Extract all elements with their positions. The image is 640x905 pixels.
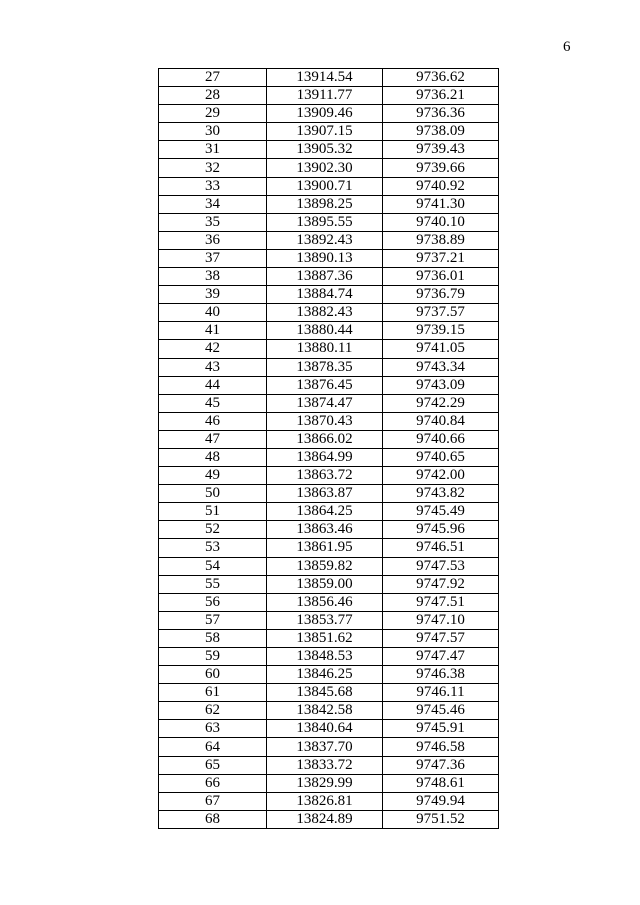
y-coordinate-cell: 9737.57 xyxy=(383,304,499,322)
x-coordinate-cell: 13837.70 xyxy=(267,738,383,756)
x-coordinate-cell: 13876.45 xyxy=(267,376,383,394)
table-row xyxy=(159,467,499,485)
table-row xyxy=(159,430,499,448)
table-row xyxy=(159,521,499,539)
x-coordinate-cell: 13863.46 xyxy=(267,521,383,539)
y-coordinate-cell: 9743.09 xyxy=(383,376,499,394)
point-number-cell: 57 xyxy=(159,611,267,629)
point-number-cell: 55 xyxy=(159,575,267,593)
table-row xyxy=(159,720,499,738)
table-row xyxy=(159,376,499,394)
point-number-cell: 63 xyxy=(159,720,267,738)
y-coordinate-cell: 9747.47 xyxy=(383,648,499,666)
point-number-cell: 59 xyxy=(159,648,267,666)
x-coordinate-cell: 13824.89 xyxy=(267,810,383,828)
x-coordinate-cell: 13864.99 xyxy=(267,448,383,466)
x-coordinate-cell: 13826.81 xyxy=(267,792,383,810)
point-number-cell: 52 xyxy=(159,521,267,539)
y-coordinate-cell: 9739.66 xyxy=(383,159,499,177)
y-coordinate-cell: 9747.92 xyxy=(383,575,499,593)
x-coordinate-cell: 13874.47 xyxy=(267,394,383,412)
x-coordinate-cell: 13863.72 xyxy=(267,467,383,485)
point-number-cell: 68 xyxy=(159,810,267,828)
table-row xyxy=(159,195,499,213)
point-number-cell: 61 xyxy=(159,684,267,702)
x-coordinate-cell: 13833.72 xyxy=(267,756,383,774)
y-coordinate-cell: 9746.38 xyxy=(383,666,499,684)
point-number-cell: 45 xyxy=(159,394,267,412)
y-coordinate-cell: 9745.91 xyxy=(383,720,499,738)
y-coordinate-cell: 9736.62 xyxy=(383,69,499,87)
x-coordinate-cell: 13866.02 xyxy=(267,430,383,448)
x-coordinate-cell: 13851.62 xyxy=(267,629,383,647)
y-coordinate-cell: 9739.43 xyxy=(383,141,499,159)
coordinate-table-body xyxy=(159,69,499,829)
y-coordinate-cell: 9749.94 xyxy=(383,792,499,810)
point-number-cell: 39 xyxy=(159,286,267,304)
x-coordinate-cell: 13895.55 xyxy=(267,213,383,231)
point-number-cell: 46 xyxy=(159,412,267,430)
table-row xyxy=(159,231,499,249)
y-coordinate-cell: 9741.05 xyxy=(383,340,499,358)
y-coordinate-cell: 9736.21 xyxy=(383,87,499,105)
point-number-cell: 67 xyxy=(159,792,267,810)
y-coordinate-cell: 9751.52 xyxy=(383,810,499,828)
x-coordinate-cell: 13842.58 xyxy=(267,702,383,720)
y-coordinate-cell: 9737.21 xyxy=(383,249,499,267)
table-row xyxy=(159,340,499,358)
table-row xyxy=(159,268,499,286)
table-row xyxy=(159,738,499,756)
x-coordinate-cell: 13892.43 xyxy=(267,231,383,249)
table-row xyxy=(159,684,499,702)
point-number-cell: 34 xyxy=(159,195,267,213)
point-number-cell: 65 xyxy=(159,756,267,774)
x-coordinate-cell: 13898.25 xyxy=(267,195,383,213)
x-coordinate-cell: 13884.74 xyxy=(267,286,383,304)
x-coordinate-cell: 13863.87 xyxy=(267,485,383,503)
table-row xyxy=(159,123,499,141)
y-coordinate-cell: 9742.29 xyxy=(383,394,499,412)
table-row xyxy=(159,322,499,340)
x-coordinate-cell: 13907.15 xyxy=(267,123,383,141)
y-coordinate-cell: 9742.00 xyxy=(383,467,499,485)
point-number-cell: 56 xyxy=(159,593,267,611)
point-number-cell: 44 xyxy=(159,376,267,394)
table-row xyxy=(159,503,499,521)
x-coordinate-cell: 13856.46 xyxy=(267,593,383,611)
point-number-cell: 49 xyxy=(159,467,267,485)
y-coordinate-cell: 9746.58 xyxy=(383,738,499,756)
x-coordinate-cell: 13846.25 xyxy=(267,666,383,684)
y-coordinate-cell: 9745.96 xyxy=(383,521,499,539)
table-row xyxy=(159,213,499,231)
y-coordinate-cell: 9747.51 xyxy=(383,593,499,611)
table-row xyxy=(159,557,499,575)
table-row xyxy=(159,792,499,810)
y-coordinate-cell: 9743.34 xyxy=(383,358,499,376)
x-coordinate-cell: 13840.64 xyxy=(267,720,383,738)
point-number-cell: 32 xyxy=(159,159,267,177)
point-number-cell: 37 xyxy=(159,249,267,267)
x-coordinate-cell: 13829.99 xyxy=(267,774,383,792)
y-coordinate-cell: 9741.30 xyxy=(383,195,499,213)
table-row xyxy=(159,629,499,647)
x-coordinate-cell: 13845.68 xyxy=(267,684,383,702)
y-coordinate-cell: 9747.53 xyxy=(383,557,499,575)
point-number-cell: 28 xyxy=(159,87,267,105)
y-coordinate-cell: 9739.15 xyxy=(383,322,499,340)
y-coordinate-cell: 9740.92 xyxy=(383,177,499,195)
page-number: 6 xyxy=(563,39,571,55)
table-row xyxy=(159,105,499,123)
x-coordinate-cell: 13902.30 xyxy=(267,159,383,177)
y-coordinate-cell: 9736.79 xyxy=(383,286,499,304)
y-coordinate-cell: 9747.36 xyxy=(383,756,499,774)
point-number-cell: 31 xyxy=(159,141,267,159)
table-row xyxy=(159,593,499,611)
y-coordinate-cell: 9747.10 xyxy=(383,611,499,629)
point-number-cell: 27 xyxy=(159,69,267,87)
table-row xyxy=(159,412,499,430)
table-row xyxy=(159,648,499,666)
y-coordinate-cell: 9740.84 xyxy=(383,412,499,430)
table-row xyxy=(159,304,499,322)
table-row xyxy=(159,611,499,629)
x-coordinate-cell: 13861.95 xyxy=(267,539,383,557)
point-number-cell: 43 xyxy=(159,358,267,376)
table-row xyxy=(159,394,499,412)
x-coordinate-cell: 13880.44 xyxy=(267,322,383,340)
y-coordinate-cell: 9740.66 xyxy=(383,430,499,448)
point-number-cell: 33 xyxy=(159,177,267,195)
point-number-cell: 50 xyxy=(159,485,267,503)
y-coordinate-cell: 9745.46 xyxy=(383,702,499,720)
point-number-cell: 47 xyxy=(159,430,267,448)
y-coordinate-cell: 9746.51 xyxy=(383,539,499,557)
table-row xyxy=(159,448,499,466)
x-coordinate-cell: 13848.53 xyxy=(267,648,383,666)
y-coordinate-cell: 9748.61 xyxy=(383,774,499,792)
table-row xyxy=(159,810,499,828)
x-coordinate-cell: 13905.32 xyxy=(267,141,383,159)
table-row xyxy=(159,666,499,684)
y-coordinate-cell: 9738.09 xyxy=(383,123,499,141)
table-row xyxy=(159,69,499,87)
point-number-cell: 42 xyxy=(159,340,267,358)
y-coordinate-cell: 9738.89 xyxy=(383,231,499,249)
table-row xyxy=(159,249,499,267)
point-number-cell: 35 xyxy=(159,213,267,231)
point-number-cell: 29 xyxy=(159,105,267,123)
point-number-cell: 38 xyxy=(159,268,267,286)
point-number-cell: 64 xyxy=(159,738,267,756)
x-coordinate-cell: 13853.77 xyxy=(267,611,383,629)
x-coordinate-cell: 13887.36 xyxy=(267,268,383,286)
x-coordinate-cell: 13859.00 xyxy=(267,575,383,593)
table-row xyxy=(159,358,499,376)
y-coordinate-cell: 9740.10 xyxy=(383,213,499,231)
table-row xyxy=(159,539,499,557)
coordinate-table xyxy=(158,68,499,829)
x-coordinate-cell: 13880.11 xyxy=(267,340,383,358)
table-row xyxy=(159,286,499,304)
y-coordinate-cell: 9745.49 xyxy=(383,503,499,521)
table-row xyxy=(159,575,499,593)
y-coordinate-cell: 9746.11 xyxy=(383,684,499,702)
x-coordinate-cell: 13882.43 xyxy=(267,304,383,322)
point-number-cell: 54 xyxy=(159,557,267,575)
point-number-cell: 51 xyxy=(159,503,267,521)
y-coordinate-cell: 9736.36 xyxy=(383,105,499,123)
table-row xyxy=(159,774,499,792)
point-number-cell: 62 xyxy=(159,702,267,720)
x-coordinate-cell: 13890.13 xyxy=(267,249,383,267)
point-number-cell: 53 xyxy=(159,539,267,557)
x-coordinate-cell: 13878.35 xyxy=(267,358,383,376)
y-coordinate-cell: 9747.57 xyxy=(383,629,499,647)
point-number-cell: 66 xyxy=(159,774,267,792)
table-row xyxy=(159,756,499,774)
y-coordinate-cell: 9736.01 xyxy=(383,268,499,286)
x-coordinate-cell: 13864.25 xyxy=(267,503,383,521)
table-row xyxy=(159,485,499,503)
table-row xyxy=(159,702,499,720)
point-number-cell: 60 xyxy=(159,666,267,684)
y-coordinate-cell: 9743.82 xyxy=(383,485,499,503)
x-coordinate-cell: 13859.82 xyxy=(267,557,383,575)
table-row xyxy=(159,141,499,159)
table-row xyxy=(159,177,499,195)
point-number-cell: 58 xyxy=(159,629,267,647)
point-number-cell: 36 xyxy=(159,231,267,249)
point-number-cell: 48 xyxy=(159,448,267,466)
table-row xyxy=(159,87,499,105)
x-coordinate-cell: 13911.77 xyxy=(267,87,383,105)
x-coordinate-cell: 13909.46 xyxy=(267,105,383,123)
point-number-cell: 40 xyxy=(159,304,267,322)
x-coordinate-cell: 13900.71 xyxy=(267,177,383,195)
table-row xyxy=(159,159,499,177)
x-coordinate-cell: 13870.43 xyxy=(267,412,383,430)
y-coordinate-cell: 9740.65 xyxy=(383,448,499,466)
point-number-cell: 30 xyxy=(159,123,267,141)
point-number-cell: 41 xyxy=(159,322,267,340)
x-coordinate-cell: 13914.54 xyxy=(267,69,383,87)
